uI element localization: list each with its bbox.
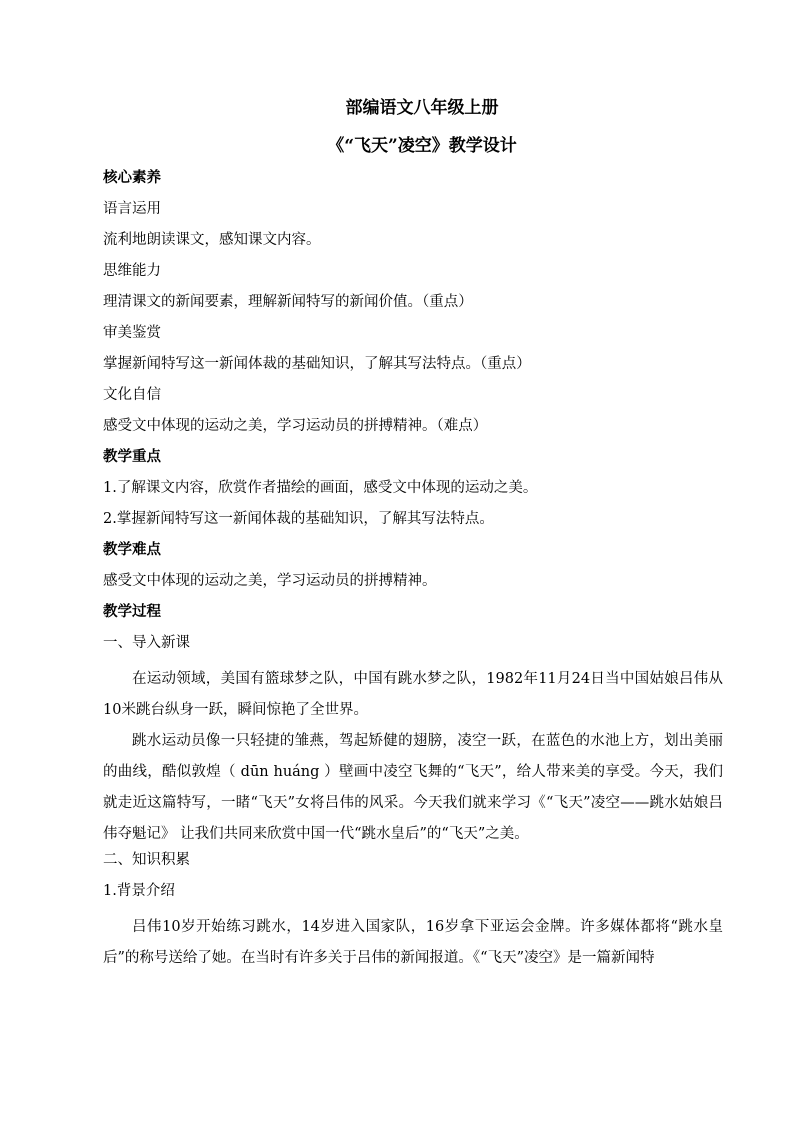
document-subtitle: 《“飞天”凌空》教学设计 [327, 136, 517, 156]
section1-paragraph: 在运动领域，美国有篮球梦之队，中国有跳水梦之队，1982年11月24日当中国姑娘吕伟从10米跳台纵身一跃，瞬间惊艳了全世界。 [103, 671, 723, 718]
section1-heading: 一、导入新课 [103, 635, 190, 651]
core-item-label: 文化自信 [103, 387, 161, 403]
section1-paragraph: 跳水运动员像一只轻捷的雏燕，驾起矫健的翅膀，凌空一跃，在蓝色的水池上方，划出美丽的曲线，酷似敦煌（ dūn huáng ）壁画中凌空飞舞的“飞天”，给人带来美的享受。今天，我们就走近这篇特写，一睹“飞天”女将吕伟的风采。今天我们就来学习《“飞天”凌空——跳水姑娘吕伟夺魁记》 让我们共同来欣赏中国一代“跳水皇后”的“飞天”之美。 [103, 733, 723, 842]
process-heading: 教学过程 [103, 603, 161, 620]
core-item-text: 感受文中体现的运动之美，学习运动员的拼搏精神。（难点） [103, 418, 488, 434]
key-point-item: 1.了解课文内容，欣赏作者描绘的画面，感受文中体现的运动之美。 [103, 480, 538, 496]
key-points-heading: 教学重点 [103, 448, 161, 465]
core-item-label: 审美鉴赏 [103, 325, 161, 341]
section2-paragraph: 吕伟10岁开始练习跳水，14岁进入国家队，16岁拿下亚运会金牌。许多媒体都将“跳水皇后”的称号送给了她。在当时有许多关于吕伟的新闻报道。《“飞天”凌空》是一篇新闻特 [103, 919, 723, 966]
difficulty-heading: 教学难点 [103, 541, 161, 558]
document-page [103, 98, 723, 974]
core-item-text: 理清课文的新闻要素，理解新闻特写的新闻价值。（重点） [103, 294, 473, 310]
core-item-label: 思维能力 [103, 263, 161, 279]
difficulty-text: 感受文中体现的运动之美，学习运动员的拼搏精神。 [103, 573, 437, 589]
core-item-text: 掌握新闻特写这一新闻体裁的基础知识，了解其写法特点。（重点） [103, 356, 531, 372]
core-heading: 核心素养 [103, 169, 161, 186]
core-item-text: 流利地朗读课文，感知课文内容。 [103, 232, 321, 248]
document-title: 部编语文八年级上册 [345, 98, 499, 118]
key-point-item: 2.掌握新闻特写这一新闻体裁的基础知识，了解其写法特点。 [103, 511, 494, 527]
core-item-label: 语言运用 [103, 201, 161, 217]
section2-subheading: 1.背景介绍 [103, 883, 175, 899]
section2-heading: 二、知识积累 [103, 852, 190, 868]
